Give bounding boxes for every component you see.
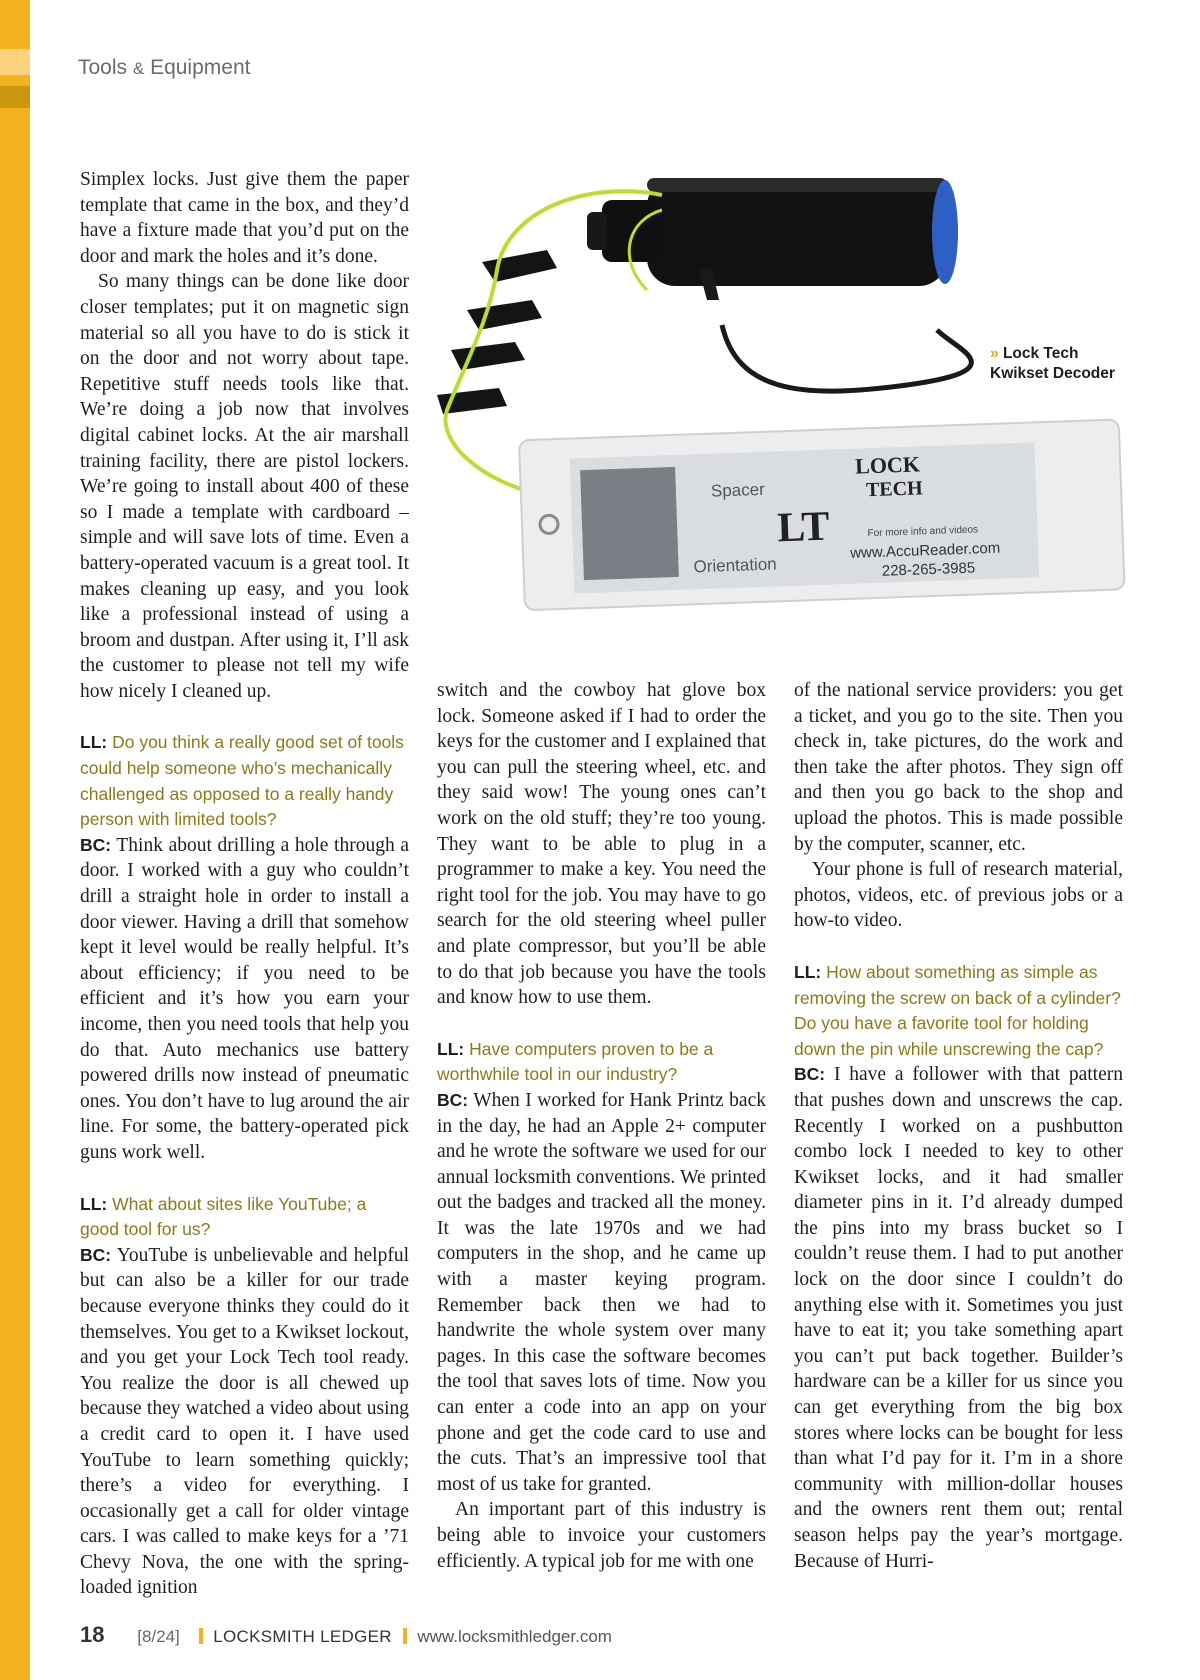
card-lt-mark: LT — [776, 503, 831, 552]
paragraph: So many things can be done like door closer templates; put it on magnetic sign material so all you have to do is stick it on the door and not worry about tape. Repetitive stuff needs tools like that. We’re doing a job now that involves digital cabinet locks. At the air marshall training facility, there are pistol lockers. We’re going to install about 400 of these so I made a template with cardboard – simple and will save lots of time. Even a battery-operated vacuum is a great tool. It makes cleaning up easy, and you look like a professional instead of using a broom and dustpan. After using it, I’ll ask the customer to please not tell my wife how nicely I cleaned up. — [80, 271, 409, 702]
interview-answer — [794, 1062, 1123, 1574]
speaker-label: BC: — [80, 1244, 112, 1265]
issue-date: [8/24] — [137, 1627, 180, 1646]
paragraph: An important part of this industry is being able to invoice your customers efficiently. A typical job for me with one — [437, 1499, 766, 1572]
answer-text: I have a follower with that pattern that pushes down and unscrews the cap. Recently I worked on a pushbutton combo lock I needed to key to other Kwikset locks, and it had smaller diameter pins in it. I’d already dumped the pins into my brass bucket so I couldn’t reuse them. I had to put another lock on the door since I couldn’t do anything else with it. Sometimes you just have to eat it; you take something apart you can’t put back together. Builder’s hardware can be a killer for us since you can get everything from the big box stores where locks can be bought for less than what I’d pay for it. I’m in a shore community with million-dollar houses and the owners rent them out; rental season helps pay the year’s mortgage. Because of Hurri- — [794, 1064, 1124, 1572]
speaker-label: LL: — [80, 1193, 108, 1214]
question-text: Do you think a really good set of tools could help someone who’s mechanically challenged as opposed to a really handy person with limited tools? — [80, 732, 404, 830]
question-text: Have computers proven to be a worthwhile tool in our industry? — [437, 1038, 714, 1085]
footer-divider — [403, 1628, 407, 1644]
decoder-blue-cap — [932, 180, 958, 284]
paragraph: Simplex locks. Just give them the paper template that came in the box, and they’d have a fixture made that you’d put on the door and mark the holes and it’s done. — [80, 169, 409, 267]
caption-line-1: Lock Tech — [1002, 345, 1079, 362]
card-url-text: www.AccuReader.com — [849, 539, 1001, 562]
caption-line-2: Kwikset Decoder — [990, 365, 1115, 382]
interview-answer — [80, 833, 409, 1166]
card-spacer-label: Spacer — [710, 479, 766, 501]
article-column-3 — [794, 678, 1123, 1574]
speaker-label: LL: — [794, 961, 822, 982]
paragraph: of the national service providers: you get a ticket, and you go to the site. Then you check in, take pictures, do the work and then take the after photos. They sign off and then you go back to the shop and upload the photos. This is made possible by the computer, scanner, etc. — [794, 680, 1123, 855]
card-info-text: For more info and videos — [867, 524, 979, 540]
paragraph: Your phone is full of research material, photos, videos, etc. of previous jobs or a how-to video. — [794, 859, 1123, 932]
section-header-word-2: Equipment — [150, 56, 251, 79]
interview-question — [80, 730, 409, 832]
card-logo-bottom: TECH — [865, 477, 924, 502]
answer-text: YouTube is unbelievable and helpful but can also be a killer for our trade because everyone thinks they could do it themselves. You get to a Kwikset lockout, and you get your Lock Tech tool ready. You realize the door is all chewed up because they watched a video about using a credit card to open it. I have used YouTube to learn something quickly; there’s a video for everything. I occasionally get a call for older vintage cars. I was called to make keys for a ’71 Chevy Nova, the one with the spring-loaded ignition — [80, 1244, 409, 1599]
speaker-label: BC: — [794, 1064, 826, 1085]
interview-question — [437, 1037, 766, 1088]
card-orientation-label: Orientation — [693, 554, 778, 577]
article-column-2 — [437, 678, 766, 1574]
page-edge-tab-dark — [0, 86, 30, 108]
decoder-cylinder — [647, 178, 947, 286]
caption-marker: » — [990, 345, 999, 362]
question-text: How about something as simple as removing the screw on back of a cylinder? Do you have a favorite tool for holding down the pin while unscrewing the cap? — [794, 961, 1121, 1059]
article-column-1 — [80, 167, 409, 1601]
decoder-card — [519, 419, 1125, 610]
interview-question — [80, 1192, 409, 1243]
speaker-label: LL: — [437, 1038, 465, 1059]
speaker-label: BC: — [80, 834, 112, 855]
section-header-ampersand: & — [132, 59, 145, 78]
interview-answer — [80, 1243, 409, 1601]
section-header-word-1: Tools — [78, 56, 128, 79]
answer-text: When I worked for Hank Printz back in the day, he had an Apple 2+ computer and he wrote the software we used for our annual locksmith conventions. We printed out the badges and tracked all the money. It was the late 1970s and we had computers in the shop, and he came up with a master keying program. Remember back then we had to handwrite the whole system over many pages. In this case the software becomes the tool that saves lots of time. Now you can enter a code into an app on your phone and get the code card to use and the cuts. That’s an impressive tool that most of us take for granted. — [437, 1089, 766, 1495]
paragraph: switch and the cowboy hat glove box lock. Someone asked if I had to order the keys for the customer and I explained that you can pull the steering wheel, etc. and they said wow! The young ones can’t work on the old stuff; they’re too young. They want to be able to plug in a programmer to make a key. You need the right tool for the job. You may have to go search for the old steering wheel puller and plate compressor, but you’ll be able to do that job because you have the tools and know how to use them. — [437, 680, 766, 1009]
question-text: What about sites like YouTube; a good tool for us? — [80, 1193, 367, 1240]
section-header — [78, 56, 250, 80]
kwikset-decoder-photo — [437, 150, 1137, 660]
page-edge-bar — [0, 0, 30, 1680]
interview-answer — [437, 1088, 766, 1498]
page-footer — [80, 1622, 612, 1648]
page-number: 18 — [80, 1622, 105, 1647]
interview-question — [794, 960, 1123, 1062]
magazine-url[interactable]: www.locksmithledger.com — [417, 1627, 612, 1646]
answer-text: Think about drilling a hole through a door. I worked with a guy who couldn’t drill a straight hole in order to install a door viewer. Having a drill that somehow kept it level would be really helpful. It’s about efficiency; if you need to be efficient and it’s how you earn your income, then you need tools that help you do that. Auto mechanics use battery powered drills now instead of pneumatic ones. You don’t have to lug around the air line. For some, the battery-operated pick guns work well. — [80, 834, 409, 1163]
magazine-name: LOCKSMITH LEDGER — [213, 1627, 392, 1646]
card-phone-text: 228-265-3985 — [881, 559, 976, 580]
speaker-label: LL: — [80, 732, 108, 753]
page-edge-tab-light — [0, 49, 30, 75]
footer-divider — [199, 1628, 203, 1644]
photo-caption — [990, 344, 1115, 384]
speaker-label: BC: — [437, 1089, 469, 1110]
card-logo-top: LOCK — [854, 451, 921, 479]
